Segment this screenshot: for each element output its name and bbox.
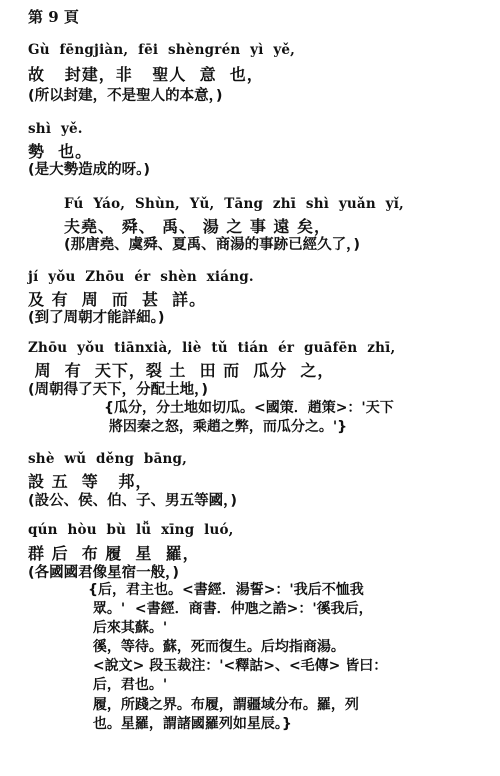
pinyin-line: shè wǔ děng bāng, — [28, 451, 188, 467]
pinyin-line: Gù fēngjiàn, fēi shèngrén yì yě, — [28, 42, 296, 58]
pinyin-line: jí yǒu Zhōu ér shèn xiáng. — [28, 269, 254, 285]
annotation-note-line: 后，君也。' — [88, 677, 168, 693]
annotation-note-line: 將因秦之怒，乘趙之弊，而瓜分之。'} — [104, 419, 348, 435]
annotation-note-line: <說文> 段玉裁注：'<釋詁>、<毛傳> 皆曰： — [88, 658, 388, 674]
gloss-line: (那唐堯、虞舜、夏禹、商湯的事跡已經久了，) — [64, 237, 361, 253]
gloss-line: (各國國君像星宿一般，) — [28, 565, 180, 581]
page-number: 第 9 頁 — [28, 8, 79, 26]
gloss-line: (到了周朝才能詳細。) — [28, 310, 165, 326]
pinyin-line: Zhōu yǒu tiānxià, liè tǔ tián ér guāfēn zhī, — [28, 340, 396, 356]
hanzi-line: 勢 也。 — [28, 142, 93, 161]
hanzi-line: 及 有 周 而 甚 詳。 — [28, 290, 207, 309]
annotation-note-line: 徯，等待。蘇，死而復生。后均指商湯。 — [88, 639, 345, 655]
hanzi-line: 群 后 布 履 星 羅， — [28, 544, 200, 563]
annotation-note-line: 履，所踐之界。布履，謂疆域分布。羅，列 — [88, 697, 359, 713]
pinyin-line: shì yě. — [28, 121, 83, 137]
annotation-note-line: 眾。' <書經．商書．仲虺之誥>：'徯我后， — [88, 601, 373, 617]
hanzi-line: 設 五 等 邦， — [28, 472, 153, 491]
annotation-note-line: 也。星羅，謂諸國羅列如星辰。} — [88, 716, 292, 732]
gloss-line: (周朝得了天下，分配土地，) — [28, 382, 209, 398]
gloss-line: (設公、侯、伯、子、男五等國，) — [28, 493, 238, 509]
gloss-line: (所以封建，不是聖人的本意，) — [28, 88, 223, 104]
hanzi-line: 夫堯、 舜、 禹、 湯 之 事 遠 矣， — [64, 217, 331, 236]
hanzi-line: 故 封建，非 聖人 意 也， — [28, 65, 264, 84]
pinyin-line: qún hòu bù lǚ xīng luó, — [28, 522, 234, 538]
pinyin-line: Fú Yáo, Shùn, Yǔ, Tāng zhī shì yuǎn yǐ, — [64, 196, 404, 212]
annotation-note-line: {瓜分，分土地如切瓜。<國策．趙策>：'天下 — [104, 400, 394, 416]
annotation-note-line: {后，君主也。<書經．湯誓>：'我后不恤我 — [88, 582, 364, 598]
gloss-line: (是大勢造成的呀。) — [28, 162, 151, 178]
hanzi-line: 周 有 天下，裂 土 田 而 瓜分 之， — [28, 361, 335, 380]
annotation-note-line: 后來其蘇。' — [88, 620, 168, 636]
